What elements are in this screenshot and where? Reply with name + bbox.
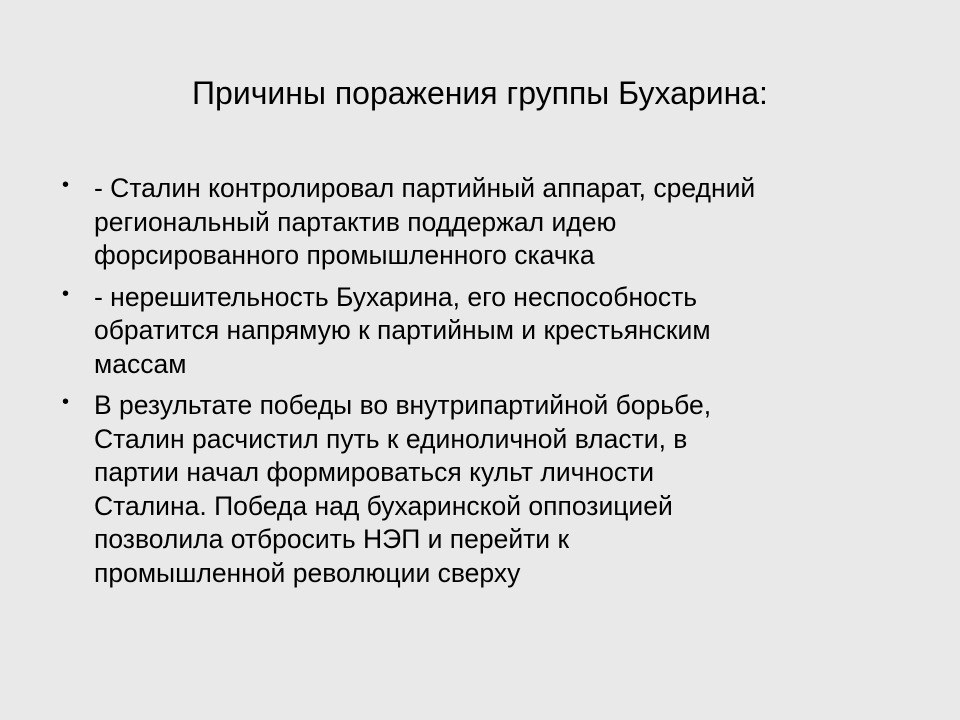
bullet-dot-icon: • xyxy=(62,282,70,305)
bullet-line: В результате победы во внутрипартийной борьбе, xyxy=(94,390,712,420)
bullet-line: массам xyxy=(94,348,187,379)
bullet-list xyxy=(60,172,880,598)
bullet-line: Сталин расчистил путь к единоличной власти, в xyxy=(94,423,688,454)
bullet-line: - нерешительность Бухарина, его неспособность xyxy=(94,281,698,312)
bullet-line: Сталина. Победа над бухаринской оппозицией xyxy=(94,490,673,521)
bullet-line: позволила отбросить НЭП и перейти к xyxy=(94,524,570,554)
bullet-line: партии начал формироваться культ личности xyxy=(94,457,655,487)
bullet-item-1 xyxy=(60,172,880,273)
bullet-line: - Сталин контролировал партийный аппарат, средний xyxy=(94,173,756,203)
bullet-item-2 xyxy=(60,281,880,382)
bullet-line: промышленной революции сверху xyxy=(94,557,521,588)
slide-title: Причины поражения группы Бухарина: xyxy=(192,75,768,111)
bullet-item-3 xyxy=(60,389,880,590)
bullet-line: региональный партактив поддержал идею xyxy=(94,206,617,237)
bullet-line: обратится напрямую к партийным и крестьянским xyxy=(94,315,711,345)
bullet-dot-icon: • xyxy=(62,391,70,413)
bullet-line: форсированного промышленного скачка xyxy=(94,240,595,270)
bullet-dot-icon: • xyxy=(62,174,70,196)
